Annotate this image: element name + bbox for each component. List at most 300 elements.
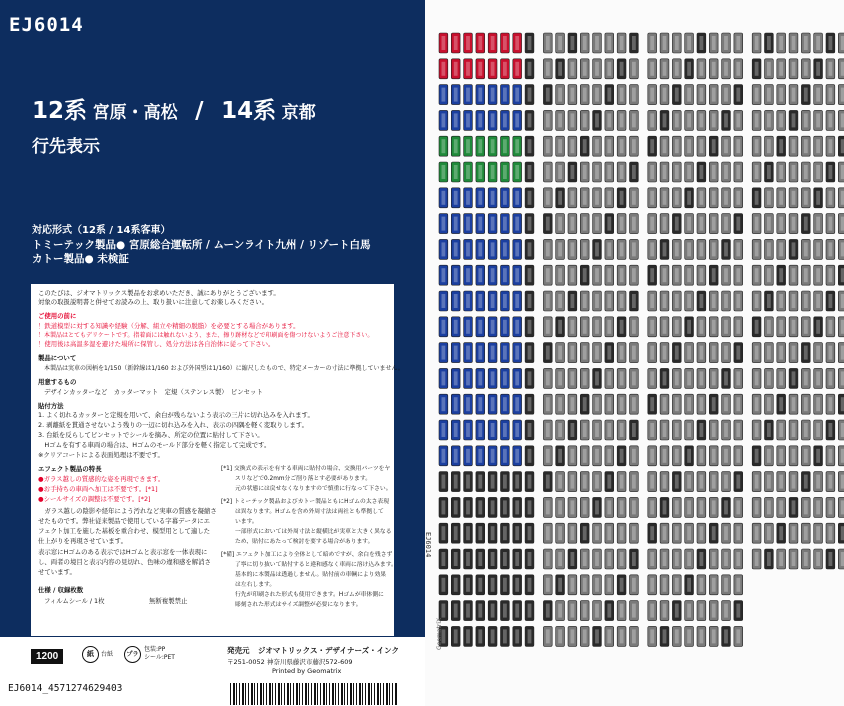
decal-text-area xyxy=(779,217,783,231)
decal-text-area xyxy=(779,526,783,540)
decal-text-area xyxy=(620,139,624,153)
decal-text-area xyxy=(546,604,550,618)
decal-text-area xyxy=(454,475,458,489)
decal-text-area xyxy=(571,397,575,411)
decal-text-area xyxy=(804,268,808,282)
decal-text-area xyxy=(478,578,482,592)
about-line: 本製品は実車の図柄を1/150（新幹線は1/160 および外国型は1/160）に縮尺したもので、特定メーカーの寸法に準拠していません。 xyxy=(44,365,404,372)
decal-text-area xyxy=(700,526,704,540)
decal-text-area xyxy=(712,62,716,76)
note-line: います。 xyxy=(235,519,258,525)
decal-text-area xyxy=(687,88,691,102)
decal-text-area xyxy=(583,320,587,334)
decal-text-area xyxy=(663,629,667,643)
decal-text-area xyxy=(607,371,611,385)
package-footer xyxy=(0,637,425,706)
note-line: スリなどで0.2mm分ご削り落とす必要があります。 xyxy=(235,476,371,482)
decal-text-area xyxy=(755,88,759,102)
effect-line: 仕上がりを再現させています。 xyxy=(38,537,127,545)
decal-text-area xyxy=(650,268,654,282)
decal-text-area xyxy=(650,217,654,231)
decal-text-area xyxy=(595,397,599,411)
decal-text-area xyxy=(724,242,728,256)
decal-text-area xyxy=(478,604,482,618)
decal-text-area xyxy=(767,88,771,102)
decal-text-area xyxy=(558,62,562,76)
decal-text-area xyxy=(546,397,550,411)
decal-text-area xyxy=(442,552,446,566)
decal-text-area xyxy=(491,165,495,179)
decal-text-area xyxy=(755,217,759,231)
decal-text-area xyxy=(632,449,636,463)
decal-text-area xyxy=(571,371,575,385)
decal-text-area xyxy=(700,397,704,411)
paper-recycle-icon: 紙 xyxy=(82,646,99,663)
decal-text-area xyxy=(558,36,562,50)
decal-text-area xyxy=(736,165,740,179)
decal-text-area xyxy=(607,191,611,205)
decal-text-area xyxy=(700,191,704,205)
decal-text-area xyxy=(546,62,550,76)
apply-line: 3. 台紙を反らしてピンセットでシールを摘み、所定の位置に貼付して下さい。 xyxy=(38,431,264,439)
decal-text-area xyxy=(792,475,796,489)
decal-text-area xyxy=(792,423,796,437)
decal-text-area xyxy=(736,552,740,566)
decal-text-area xyxy=(675,294,679,308)
decal-text-area xyxy=(829,500,833,514)
title-slash: / xyxy=(195,98,204,124)
decal-text-area xyxy=(528,165,532,179)
decal-text-area xyxy=(792,268,796,282)
decal-text-area xyxy=(650,294,654,308)
decal-text-area xyxy=(503,604,507,618)
decal-text-area xyxy=(583,88,587,102)
caution-line: ！使用後は高温多湿を避けた場所に保管し、処分方法は各自治体に従って下さい。 xyxy=(38,340,275,348)
decal-text-area xyxy=(650,423,654,437)
decal-text-area xyxy=(491,552,495,566)
decal-text-area xyxy=(724,604,728,618)
decal-text-area xyxy=(583,268,587,282)
paper-recycle-label: 台紙 xyxy=(101,651,114,658)
decal-text-area xyxy=(712,88,716,102)
decal-text-area xyxy=(546,88,550,102)
decal-text-area xyxy=(515,526,519,540)
decal-text-area xyxy=(632,371,636,385)
decal-text-area xyxy=(829,475,833,489)
decal-text-area xyxy=(700,242,704,256)
decal-text-area xyxy=(454,36,458,50)
decal-text-area xyxy=(583,294,587,308)
decal-text-area xyxy=(792,88,796,102)
decal-text-area xyxy=(804,88,808,102)
decal-text-area xyxy=(503,36,507,50)
decal-text-area xyxy=(712,371,716,385)
decal-text-area xyxy=(663,268,667,282)
decal-text-area xyxy=(650,36,654,50)
decal-text-area xyxy=(675,242,679,256)
decal-text-area xyxy=(442,320,446,334)
decal-text-area xyxy=(546,268,550,282)
decal-text-area xyxy=(466,552,470,566)
effect-line: ●ガラス越しの質感的な姿を再現できます。 xyxy=(38,475,165,483)
decal-text-area xyxy=(491,268,495,282)
decal-text-area xyxy=(515,88,519,102)
decal-text-area xyxy=(503,217,507,231)
effect-line: せています。 xyxy=(38,568,76,576)
decal-text-area xyxy=(804,242,808,256)
decal-text-area xyxy=(779,320,783,334)
decal-text-area xyxy=(607,449,611,463)
decal-text-area xyxy=(829,191,833,205)
decal-text-area xyxy=(816,268,820,282)
decal-text-area xyxy=(583,526,587,540)
decal-text-area xyxy=(571,578,575,592)
decal-text-area xyxy=(478,36,482,50)
decal-text-area xyxy=(755,552,759,566)
decal-text-area xyxy=(571,88,575,102)
decal-text-area xyxy=(466,139,470,153)
decal-text-area xyxy=(454,242,458,256)
decal-text-area xyxy=(792,113,796,127)
decal-text-area xyxy=(503,526,507,540)
decal-text-area xyxy=(515,629,519,643)
decal-text-area xyxy=(515,500,519,514)
decal-text-area xyxy=(755,165,759,179)
decal-text-area xyxy=(804,552,808,566)
decal-text-area xyxy=(558,217,562,231)
decal-text-area xyxy=(724,578,728,592)
decal-text-area xyxy=(816,423,820,437)
decal-text-area xyxy=(724,165,728,179)
decal-text-area xyxy=(595,526,599,540)
decal-text-area xyxy=(687,371,691,385)
decal-text-area xyxy=(558,629,562,643)
decal-text-area xyxy=(607,578,611,592)
decal-text-area xyxy=(595,165,599,179)
decal-text-area xyxy=(755,320,759,334)
decal-text-area xyxy=(804,139,808,153)
decal-text-area xyxy=(792,139,796,153)
decal-text-area xyxy=(595,113,599,127)
decal-text-area xyxy=(816,88,820,102)
decal-text-area xyxy=(515,578,519,592)
decal-text-area xyxy=(607,268,611,282)
decal-text-area xyxy=(767,268,771,282)
decal-text-area xyxy=(663,604,667,618)
decal-text-area xyxy=(491,449,495,463)
instructions-card xyxy=(31,284,404,636)
decal-text-area xyxy=(675,268,679,282)
decal-text-area xyxy=(528,139,532,153)
decal-text-area xyxy=(546,552,550,566)
decal-text-area xyxy=(454,191,458,205)
decal-text-area xyxy=(712,346,716,360)
decal-text-area xyxy=(571,165,575,179)
decal-text-area xyxy=(583,578,587,592)
decal-text-area xyxy=(792,242,796,256)
decal-text-area xyxy=(650,552,654,566)
decal-text-area xyxy=(442,191,446,205)
decal-text-area xyxy=(779,397,783,411)
decal-text-area xyxy=(607,423,611,437)
decal-text-area xyxy=(712,449,716,463)
decal-text-area xyxy=(546,346,550,360)
decal-text-area xyxy=(571,217,575,231)
apply-line: 2. 剥離紙を貫通させないよう残りの一辺に切れ込みを入れ、表示の四隅を軽く変取りします。 xyxy=(38,421,309,429)
decal-text-area xyxy=(736,242,740,256)
decal-text-area xyxy=(816,191,820,205)
decal-text-area xyxy=(792,165,796,179)
decal-text-area xyxy=(620,320,624,334)
apply-line: 1. よく切れるカッターと定規を用いて、余白が残らないよう表示の三片に切れ込みを入れます。 xyxy=(38,411,314,419)
decal-text-area xyxy=(804,449,808,463)
decal-text-area xyxy=(571,346,575,360)
decal-text-area xyxy=(675,139,679,153)
note-line: 了寧に切り抜いて貼付すると違和感なく車両に溶け込みます。 xyxy=(235,562,397,568)
decal-text-area xyxy=(736,113,740,127)
title-depot-12: 宮原・高松 xyxy=(92,103,178,123)
decal-text-area xyxy=(491,88,495,102)
decal-text-area xyxy=(792,371,796,385)
decal-text-area xyxy=(687,165,691,179)
decal-text-area xyxy=(816,113,820,127)
effect-line: し、両者の境目と表示内容の見切れ、色味の違和感を解消さ xyxy=(38,558,211,566)
decal-text-area xyxy=(558,165,562,179)
decal-text-area xyxy=(515,36,519,50)
decal-text-area xyxy=(442,604,446,618)
decal-text-area xyxy=(454,113,458,127)
decal-text-area xyxy=(804,217,808,231)
decal-text-area xyxy=(767,217,771,231)
decal-text-area xyxy=(620,62,624,76)
decal-text-area xyxy=(755,242,759,256)
decal-text-area xyxy=(515,423,519,437)
decal-text-area xyxy=(736,475,740,489)
decal-text-area xyxy=(454,165,458,179)
decal-text-area xyxy=(515,397,519,411)
decal-text-area xyxy=(466,397,470,411)
caution-heading: ご使用の前に xyxy=(38,312,77,320)
decal-text-area xyxy=(650,475,654,489)
sticker-label: シール:PET xyxy=(144,654,175,661)
decal-text-area xyxy=(528,629,532,643)
note-line: 一部形式においては外周寸法と縦横比が実車と大きく異なる xyxy=(235,529,392,535)
decal-text-area xyxy=(632,113,636,127)
decal-text-area xyxy=(558,475,562,489)
compat-line-kato: カトー製品● 未検証 xyxy=(32,253,129,265)
decal-text-area xyxy=(558,578,562,592)
decal-text-area xyxy=(454,578,458,592)
decal-text-area xyxy=(620,113,624,127)
compat-heading: 対応形式（12系 / 14系客車） xyxy=(32,225,171,236)
decal-text-area xyxy=(724,113,728,127)
decal-text-area xyxy=(466,423,470,437)
decal-text-area xyxy=(700,294,704,308)
decal-text-area xyxy=(558,371,562,385)
decal-text-area xyxy=(650,191,654,205)
decal-text-area xyxy=(675,449,679,463)
decal-text-area xyxy=(607,500,611,514)
decal-text-area xyxy=(442,139,446,153)
decal-text-area xyxy=(736,449,740,463)
decal-text-area xyxy=(595,62,599,76)
decal-text-area xyxy=(442,217,446,231)
decal-text-area xyxy=(700,88,704,102)
decal-text-area xyxy=(650,449,654,463)
decal-text-area xyxy=(503,371,507,385)
decal-text-area xyxy=(736,346,740,360)
decal-text-area xyxy=(503,139,507,153)
decal-text-area xyxy=(466,294,470,308)
decal-text-area xyxy=(675,62,679,76)
decal-sheet xyxy=(425,0,844,706)
decal-text-area xyxy=(724,191,728,205)
decal-text-area xyxy=(528,320,532,334)
effect-line: 表示窓にHゴムのある表示ではHゴムと表示窓を一体表現に xyxy=(38,548,208,556)
decal-text-area xyxy=(663,191,667,205)
decal-text-area xyxy=(528,217,532,231)
decal-text-area xyxy=(650,526,654,540)
decal-text-area xyxy=(700,62,704,76)
decal-text-area xyxy=(687,629,691,643)
decal-text-area xyxy=(620,294,624,308)
decal-text-area xyxy=(466,371,470,385)
decal-text-area xyxy=(454,629,458,643)
decal-text-area xyxy=(503,423,507,437)
decal-text-area xyxy=(663,217,667,231)
decal-text-area xyxy=(454,423,458,437)
decal-text-area xyxy=(816,397,820,411)
decal-text-area xyxy=(804,62,808,76)
decal-text-area xyxy=(503,500,507,514)
decal-text-area xyxy=(755,62,759,76)
decal-text-area xyxy=(816,139,820,153)
decal-text-area xyxy=(779,371,783,385)
decal-text-area xyxy=(454,397,458,411)
decal-text-area xyxy=(442,294,446,308)
decal-text-area xyxy=(755,397,759,411)
decal-text-area xyxy=(700,139,704,153)
decal-text-area xyxy=(454,139,458,153)
decal-text-area xyxy=(491,578,495,592)
decal-text-area xyxy=(816,320,820,334)
decal-text-area xyxy=(755,526,759,540)
decal-text-area xyxy=(503,88,507,102)
decal-text-area xyxy=(632,88,636,102)
decal-text-area xyxy=(558,604,562,618)
decal-text-area xyxy=(712,191,716,205)
decal-text-area xyxy=(595,320,599,334)
decal-text-area xyxy=(755,191,759,205)
decal-text-area xyxy=(700,371,704,385)
decal-text-area xyxy=(528,604,532,618)
decal-text-area xyxy=(755,423,759,437)
decal-text-area xyxy=(491,139,495,153)
decal-text-area xyxy=(632,165,636,179)
spec-heading: 仕様 / 収録枚数 xyxy=(38,586,84,594)
decal-text-area xyxy=(663,36,667,50)
decal-text-area xyxy=(712,294,716,308)
decal-text-area xyxy=(829,397,833,411)
note-line: 基本的に本製品は透過しません。貼付前の車輌により効果 xyxy=(235,572,387,578)
decal-text-area xyxy=(546,526,550,540)
decal-text-area xyxy=(607,629,611,643)
decal-text-area xyxy=(515,139,519,153)
decal-text-area xyxy=(829,36,833,50)
decal-text-area xyxy=(755,371,759,385)
decal-text-area xyxy=(779,423,783,437)
decal-text-area xyxy=(558,242,562,256)
decal-text-area xyxy=(466,268,470,282)
decal-text-area xyxy=(491,294,495,308)
decal-text-area xyxy=(583,62,587,76)
decal-text-area xyxy=(736,371,740,385)
decal-text-area xyxy=(620,36,624,50)
decal-text-area xyxy=(816,346,820,360)
decal-text-area xyxy=(454,449,458,463)
decal-text-area xyxy=(607,604,611,618)
decal-text-area xyxy=(595,268,599,282)
decal-text-area xyxy=(607,526,611,540)
decal-text-area xyxy=(503,294,507,308)
decal-text-area xyxy=(528,36,532,50)
decal-text-area xyxy=(700,578,704,592)
decal-text-area xyxy=(736,397,740,411)
decal-text-area xyxy=(620,526,624,540)
decal-text-area xyxy=(632,578,636,592)
decal-text-area xyxy=(687,36,691,50)
caution-line: ！本製品はとてもデリケートです。指着面には触れないよう、また、擦り跡材などで印刷面を傷つけないようご注意下さい。 xyxy=(38,332,374,339)
decal-text-area xyxy=(675,423,679,437)
decal-text-area xyxy=(595,423,599,437)
decal-text-area xyxy=(663,371,667,385)
decal-text-area xyxy=(478,165,482,179)
decal-text-area xyxy=(558,552,562,566)
decal-text-area xyxy=(663,320,667,334)
decal-text-area xyxy=(724,294,728,308)
decal-text-area xyxy=(687,242,691,256)
decal-text-area xyxy=(792,294,796,308)
decal-text-area xyxy=(491,397,495,411)
decal-text-area xyxy=(583,552,587,566)
decal-text-area xyxy=(632,423,636,437)
decal-text-area xyxy=(724,320,728,334)
decal-text-area xyxy=(687,268,691,282)
decal-text-area xyxy=(767,500,771,514)
decal-text-area xyxy=(736,268,740,282)
decal-text-area xyxy=(712,165,716,179)
decal-text-area xyxy=(546,139,550,153)
decal-text-area xyxy=(491,346,495,360)
decal-text-area xyxy=(736,294,740,308)
decal-text-area xyxy=(675,578,679,592)
decal-text-area xyxy=(454,346,458,360)
decal-text-area xyxy=(583,449,587,463)
decal-text-area xyxy=(650,113,654,127)
decal-text-area xyxy=(779,449,783,463)
decal-text-area xyxy=(491,113,495,127)
decal-text-area xyxy=(478,62,482,76)
decal-text-area xyxy=(515,62,519,76)
decal-text-area xyxy=(675,552,679,566)
decal-text-area xyxy=(491,475,495,489)
decal-text-area xyxy=(724,423,728,437)
decal-text-area xyxy=(767,526,771,540)
decal-text-area xyxy=(478,371,482,385)
decal-text-area xyxy=(675,88,679,102)
product-subtitle: 行先表示 xyxy=(32,137,100,157)
decal-text-area xyxy=(466,449,470,463)
